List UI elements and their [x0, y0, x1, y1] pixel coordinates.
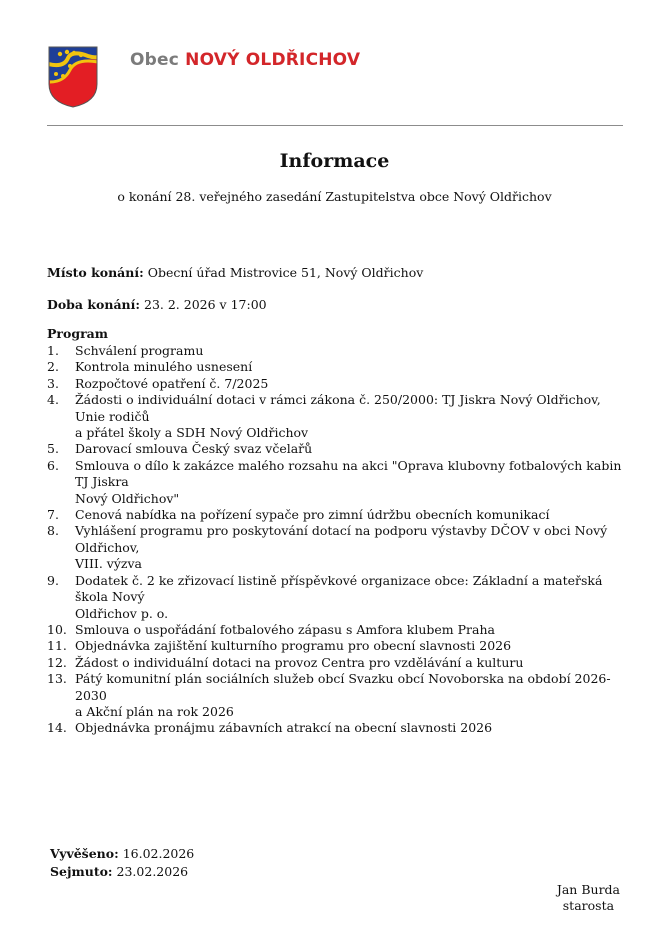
list-item: 12. Žádost o individuální dotaci na provoz Centra pro vzdělávání a kulturu	[47, 654, 524, 670]
posted-date: Vyvěšeno: 16.02.2026	[50, 846, 195, 861]
brand-prefix: Obec	[130, 50, 180, 70]
removed-date: Sejmuto: 23.02.2026	[50, 864, 189, 879]
list-item: 7. Cenová nabídka na pořízení sypače pro zimní údržbu obecních komunikací	[47, 507, 550, 523]
venue-field	[47, 265, 423, 280]
list-item: 3. Rozpočtové opatření č. 7/2025	[47, 375, 269, 391]
list-item: 13. Pátý komunitní plán sociálních služeb obcí Svazku obcí Novoborska na období 2026-2030 a Akční plán na rok 2026	[47, 671, 611, 719]
time-label: Doba konání:	[47, 297, 141, 312]
signatory-name: Jan Burda	[556, 882, 620, 897]
document-subtitle: o konání 28. veřejného zasedání Zastupitelstva obce Nový Oldřichov	[117, 189, 552, 204]
list-item: 2. Kontrola minulého usnesení	[47, 359, 253, 375]
list-item: 9. Dodatek č. 2 ke zřizovací listině příspěvkové organizace obce: Základní a mateřská škola Nový Oldřichov p. o.	[47, 572, 603, 621]
list-item: 4. Žádosti o individuální dotaci v rámci zákona č. 250/2000: TJ Jiskra Nový Oldřichov, Unie rodičů a přátel školy a SDH Nový Oldřichov	[47, 392, 601, 441]
time-value: 23. 2. 2026 v 17:00	[144, 297, 267, 312]
time-field	[47, 297, 267, 312]
signatory-role: starosta	[562, 898, 615, 913]
list-item: 8. Vyhlášení programu pro poskytování dotací na podporu výstavby DČOV v obci Nový Oldřichov, VIII. výzva	[47, 523, 608, 572]
brand-name: NOVÝ OLDŘICHOV	[185, 50, 361, 70]
coat-of-arms-icon	[48, 46, 98, 108]
municipality-name	[130, 50, 360, 70]
list-item: 1. Schválení programu	[47, 343, 204, 358]
list-item: 10. Smlouva o uspořádání fotbalového zápasu s Amfora klubem Praha	[47, 621, 495, 637]
list-item: 5. Darovací smlouva Český svaz včelařů	[47, 441, 313, 457]
signature-block	[557, 882, 620, 914]
venue-value: Obecní úřad Mistrovice 51, Nový Oldřichov	[147, 265, 424, 280]
posting-dates	[50, 845, 194, 881]
program-title: Program	[47, 326, 108, 341]
document-title: Informace	[279, 150, 390, 172]
header-divider	[47, 125, 623, 126]
list-item: 11. Objednávka zajištění kulturního programu pro obecní slavnosti 2026	[47, 638, 512, 654]
venue-label: Místo konání:	[47, 265, 144, 280]
list-item: 6. Smlouva o dílo k zakázce malého rozsahu na akci "Oprava klubovny fotbalových kabin TJ Jiskra Nový Oldřichov"	[47, 457, 622, 506]
list-item: 14. Objednávka pronájmu zábavních atrakcí na obecní slavnosti 2026	[47, 720, 493, 736]
program-list	[47, 343, 627, 737]
